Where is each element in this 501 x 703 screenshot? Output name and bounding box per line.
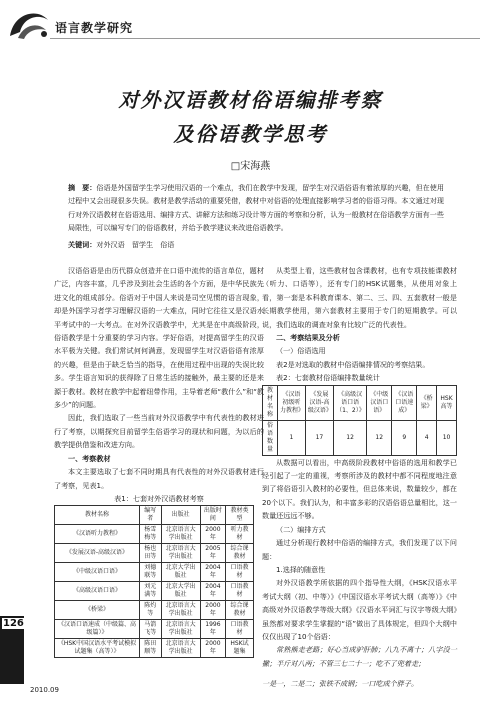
table1-cell: 口语教材 (226, 563, 254, 582)
article-title-line1: 对外汉语教材俗语编排考察 (118, 88, 383, 112)
section-1-text: 本文主要选取了七套不同时期具有代表性的对外汉语教材进行了考察，见表1。 (54, 467, 264, 490)
section-heading-2: 二、考察结果及分析 (276, 333, 340, 343)
table1-cell: 北京大学出版社 (161, 582, 200, 601)
issue-date: 2010.09 (30, 686, 59, 694)
intro-paragraph: 因此，我们选取了一些当前对外汉语教学中有代表性的教材进行了考察，以期探究目前留学生俗语学习的现状和问题，为以后的教学提供借鉴和改进方向。 (54, 413, 264, 450)
page-number: 126 (3, 618, 24, 629)
table1-row (55, 620, 254, 639)
table2-header-cell: 《高级汉语口语（1、2）》 (334, 385, 367, 420)
table1-cell: 杨也田等 (139, 544, 161, 563)
table1-cell: 刘元满等 (139, 582, 161, 601)
table1-cell: 北京语言大学出版社 (161, 525, 200, 544)
section-heading-1: 一、考察教材 (68, 453, 111, 463)
abstract-text: 俗语是外国留学生学习使用汉语的一个难点，我们在教学中发现，留学生对汉语俗语有着浓厚的兴趣，但在使用过程中又会出现很多失误。教材是教学活动的重要凭借，教材中对俗语的处理直接影响学习者的俗语习得。本文通过对现行对外汉语教材在俗语选用、编排方式、讲解方法和练习设计等方面的考察和分析，认为一般教材在俗语教学方面有一些局限性，可以编写专门的俗语教材，并给予教学建议来改进俗语教学。 (68, 183, 444, 232)
table1-cell: 1996年 (200, 620, 225, 639)
idiom-list-line1: 常熟熊走老路；好心当成驴肝肺；八九不离十；八字没一撇；半斤对八两；不管三七二十一；吃不了兜着走； (262, 645, 457, 668)
article-title-line2: 及俗语教学思考 (173, 122, 328, 146)
table1-cell: 北京语言大学出版社 (161, 544, 200, 563)
intro-paragraph: 汉语俗语是由历代群众创造并在口语中流传的语言单位，题材广泛，内容丰富，几乎涉及到社会生活的各个方面，是中华民族先进文化的组成部分。俗语对于中国人来说是司空见惯的语言现象，却是外国学习者学习理解汉语的一大难点，同时它往往又是汉语水平考试中的一大考点。在对外汉语教学中，尤其是在中高级阶段，俗语教学是十分重要的学习内容。学好俗语，对提高留学生的汉语水平极为关键。我们常试何何满意，发现留学生对汉语俗语有浓厚的兴趣，但是由于缺乏恰当的指导，在使用过程中出现的失误比较多。学生语言知识的获得除了日常生活的接触外，最主要的还是来源于教材。教材在教学中起着纽带作用，主导着老师“教什么”和“教多少”的问题。 (54, 266, 264, 410)
table2-header-cell: HSK高等 (437, 385, 457, 420)
table1-cell: 综合课教材 (226, 601, 254, 620)
table1-cell: 听力教材 (226, 525, 254, 544)
sub-heading-1: （一）俗语选用 (276, 346, 326, 356)
table1-cell: 《HSK中国汉语水平考试模拟试题集（高等）》 (55, 639, 140, 658)
idiom-list-line2: 一是一，二是二；张铁不成钢；一口吃成个胖子。 (262, 679, 419, 689)
table1-row (55, 582, 254, 601)
analysis-text: 从数据可以看出，中高级阶段教材中俗语的选用和教学已经引起了一定的重视，考察所涉及的教材中都不同程度地注意到了将俗语引入教材的必要性，但总体来说，数量较少，都在20个以下。我们认为，和丰富多彩的汉语俗语总量相比，这一数量还远远不够。 (262, 457, 457, 521)
table1-row (55, 544, 254, 563)
table2-value-cell: 12 (334, 420, 367, 455)
table2-caption: 表2：七套教材俗语编排数量统计 (276, 373, 380, 383)
table1-cell: 2004年 (200, 582, 225, 601)
table2 (262, 385, 457, 456)
table1-header-cell: 教材类型 (226, 506, 254, 525)
table1-row (55, 525, 254, 544)
table1-cell: 北京语言大学出版社 (161, 601, 200, 620)
table2-value-cell: 10 (437, 420, 457, 455)
point-1-heading: 1.选择的随意性 (276, 564, 326, 574)
right-column (262, 264, 457, 698)
table1-cell: HSK试题集 (226, 639, 254, 658)
table1-cell: 北京大学出版社 (161, 563, 200, 582)
section-name: 语言教学研究 (55, 21, 134, 35)
table1-cell: 马箭飞等 (139, 620, 161, 639)
author-name: □宋海燕 (230, 161, 271, 172)
table2-value-cell: 4 (417, 420, 437, 455)
table1-cell: 2005年 (200, 544, 225, 563)
table1 (54, 505, 254, 658)
table2-header-cell: 《桥梁》 (417, 385, 437, 420)
table1-cell: 《汉语听力教程》 (55, 525, 140, 544)
abstract-label: 摘 要： (68, 183, 97, 192)
table1-cell: 《桥梁》 (55, 601, 140, 620)
keywords-text: 对外汉语 留学生 俗语 (96, 240, 175, 249)
table2-value-row (263, 420, 457, 455)
table1-header-cell: 编写者 (139, 506, 161, 525)
header-rule (50, 38, 480, 39)
table1-cell: 2000年 (200, 525, 225, 544)
point-1-text: 对外汉语教学所依据的四个指导性大纲，《HSK汉语水平考试大纲（初、中等）》《中国汉语水平考试大纲（高等）》《中高级对外汉语教学等级大纲》《汉语水平词汇与汉字等级大纲》虽然都对要求学生掌握的“语”做出了具体规定，但四个大纲中仅仅出现了10个俗语： (262, 578, 457, 641)
table1-cell: 2004年 (200, 563, 225, 582)
table1-cell: 《汉语口语速成（中级篇、高级篇）》 (55, 620, 140, 639)
table2-value-cell: 17 (305, 420, 333, 455)
swirl-logo-icon (4, 6, 54, 42)
sub-1-text: 表2是对选取的教材中俗语编排情况的考察结果。 (276, 359, 430, 369)
table1-caption: 表1：七套对外汉语教材考察 (114, 493, 204, 503)
table1-cell: 口语教材 (226, 582, 254, 601)
abstract (68, 181, 446, 234)
table2-header-cell: 教材名称 (263, 385, 278, 420)
sub-2-text: 通过分析现行教材中俗语的编排方式，我们发现了以下问题： (262, 538, 457, 561)
type-analysis-text: 从类型上看，这些教材包含课教材，也有专项技能课教材（听力、口语等），还有专门的HSK试题集，从使用对象上看，第一套是本科教育课本、第二、三、四、五套教材一般是长期教学使用，第六套教材主要用于专门的短期教学。可以说，我们选取的调查对象有比较广泛的代表性。 (262, 266, 457, 329)
table2-value-cell: 12 (367, 420, 392, 455)
table1-cell: 《发展汉语-高级汉语》 (55, 544, 140, 563)
table1-row (55, 601, 254, 620)
table2-header-cell: 《汉语口语速成》 (392, 385, 417, 420)
table1-cell: 2000年 (200, 639, 225, 658)
table1-cell: 口语教材 (226, 620, 254, 639)
table1-cell: 杨雪梅等 (139, 525, 161, 544)
table1-header-cell: 出版社 (161, 506, 200, 525)
keywords (68, 240, 446, 250)
table1-cell: 北京语言大学出版社 (161, 620, 200, 639)
table2-header-cell: 《汉语初级听力教程》 (278, 385, 306, 420)
table2-row-label: 俗语数量 (263, 420, 278, 455)
left-column (54, 264, 264, 658)
table1-cell: 陈田顺等 (139, 639, 161, 658)
table1-cell: 陈灼等 (139, 601, 161, 620)
table1-cell: 《中级汉语口语》 (55, 563, 140, 582)
table2-value-cell: 1 (278, 420, 306, 455)
table1-cell: 综合课教材 (226, 544, 254, 563)
table1-header-row (55, 506, 254, 525)
table1-header-cell: 教材名称 (55, 506, 140, 525)
journal-header (0, 0, 501, 48)
table1-cell: 北京语言大学出版社 (161, 639, 200, 658)
sub-heading-2: （二）编排方式 (276, 524, 326, 534)
keywords-label: 关键词： (68, 240, 97, 249)
table1-cell: 刘德联等 (139, 563, 161, 582)
table1-cell: 《高级汉语口语》 (55, 582, 140, 601)
table1-cell: 2000年 (200, 601, 225, 620)
table2-header-cell: 《中级汉语口语》 (367, 385, 392, 420)
table2-value-cell: 9 (392, 420, 417, 455)
table1-row (55, 563, 254, 582)
table1-header-cell: 出版时间 (200, 506, 225, 525)
table2-header-cell: 《发展汉语-高级汉语》 (305, 385, 333, 420)
table1-row (55, 639, 254, 658)
table2-header-row (263, 385, 457, 420)
